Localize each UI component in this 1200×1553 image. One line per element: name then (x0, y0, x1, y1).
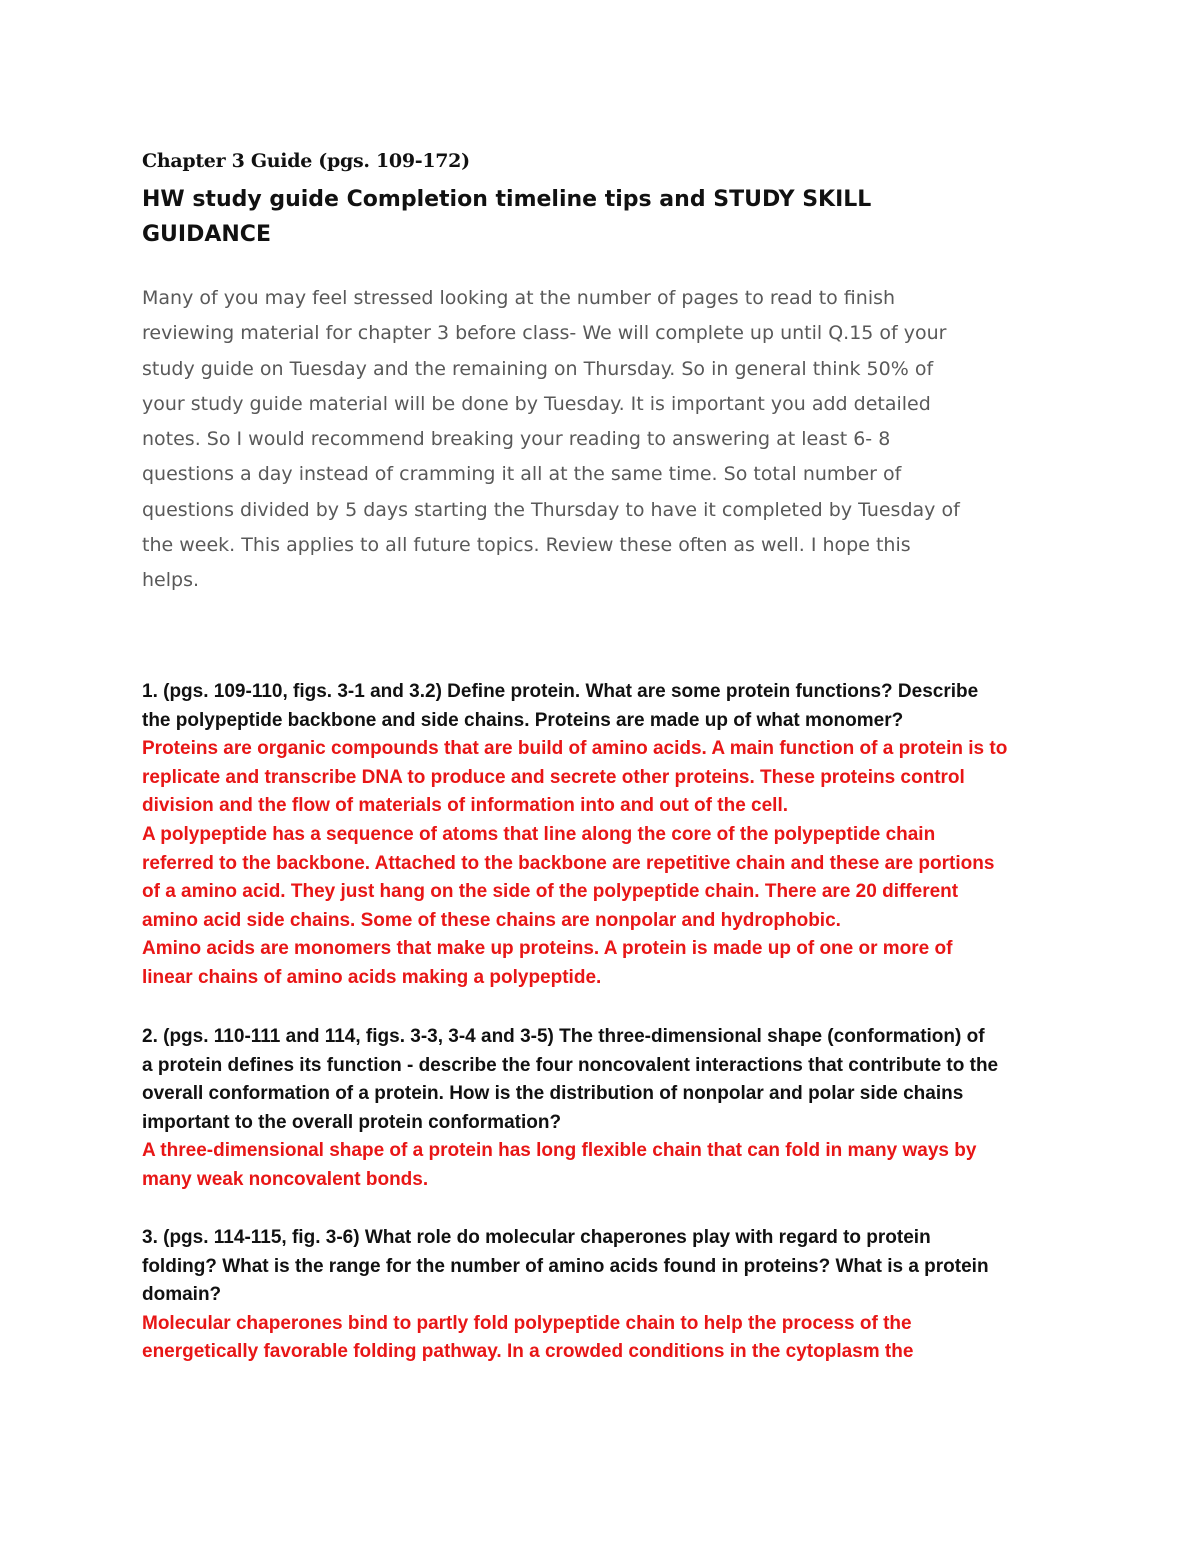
hw-guidance-heading (142, 182, 1042, 252)
answer-line: Proteins are organic compounds that are build of amino acids. A main function of a protein is to (142, 738, 1008, 760)
intro-line: your study guide material will be done by Tuesday. It is important you add detailed (142, 392, 931, 415)
answer-line: replicate and transcribe DNA to produce and secrete other proteins. These proteins control (142, 766, 965, 788)
answer-line: of a amino acid. They just hang on the side of the polypeptide chain. There are 20 different (142, 881, 959, 903)
question-text (142, 1224, 1062, 1310)
intro-paragraph (142, 281, 1062, 599)
intro-line: the week. This applies to all future topics. Review these often as well. I hope this (142, 534, 911, 557)
answer-line: Molecular chaperones bind to partly fold polypeptide chain to help the process of the (142, 1312, 912, 1334)
answer-line: amino acid side chains. Some of these chains are nonpolar and hydrophobic. (142, 909, 841, 931)
intro-line: notes. So I would recommend breaking your reading to answering at least 6- 8 (142, 428, 891, 451)
hw-guidance-heading-line: HW study guide Completion timeline tips and STUDY SKILL (142, 187, 872, 212)
answer-text (142, 735, 1062, 992)
answer-line: A three-dimensional shape of a protein has long flexible chain that can fold in many ways by (142, 1140, 977, 1162)
question-line: a protein defines its function - describe the four noncovalent interactions that contribute to the (142, 1054, 999, 1076)
question-line: overall conformation of a protein. How is the distribution of nonpolar and polar side chains (142, 1083, 964, 1105)
hw-guidance-heading-line: GUIDANCE (142, 222, 271, 247)
answer-text (142, 1137, 1062, 1194)
question-line: the polypeptide backbone and side chains. Proteins are made up of what monomer? (142, 709, 904, 731)
intro-line: study guide on Tuesday and the remaining on Thursday. So in general think 50% of (142, 357, 934, 380)
answer-text (142, 1310, 1062, 1367)
intro-line: questions a day instead of cramming it all at the same time. So total number of (142, 463, 902, 486)
question-line: domain? (142, 1284, 222, 1306)
intro-line: questions divided by 5 days starting the Thursday to have it completed by Tuesday of (142, 498, 960, 521)
answer-line: linear chains of amino acids making a polypeptide. (142, 966, 602, 988)
question-block-2 (142, 1023, 1062, 1195)
answer-line: Amino acids are monomers that make up proteins. A protein is made up of one or more of (142, 938, 953, 960)
intro-line: Many of you may feel stressed looking at the number of pages to read to finish (142, 287, 896, 309)
answer-line: many weak noncovalent bonds. (142, 1168, 429, 1190)
intro-line: helps. (142, 569, 200, 592)
question-text (142, 1023, 1062, 1137)
answer-line: energetically favorable folding pathway. In a crowded conditions in the cytoplasm the (142, 1341, 914, 1363)
chapter-title: Chapter 3 Guide (pgs. 109-172) (142, 150, 470, 172)
answer-line: referred to the backbone. Attached to the backbone are repetitive chain and these are portions (142, 852, 995, 874)
question-line: 2. (pgs. 110-111 and 114, figs. 3-3, 3-4 and 3-5) The three-dimensional shape (conformation) of (142, 1026, 985, 1047)
question-line: 1. (pgs. 109-110, figs. 3-1 and 3.2) Define protein. What are some protein functions? Describe (142, 681, 979, 702)
question-text (142, 678, 1062, 735)
answer-line: division and the flow of materials of information into and out of the cell. (142, 795, 789, 817)
question-line: important to the overall protein conformation? (142, 1111, 562, 1133)
question-line: 3. (pgs. 114-115, fig. 3-6) What role do molecular chaperones play with regard to protein (142, 1227, 931, 1248)
answer-line: A polypeptide has a sequence of atoms that line along the core of the polypeptide chain (142, 823, 936, 845)
intro-line: reviewing material for chapter 3 before class- We will complete up until Q.15 of your (142, 322, 947, 345)
question-block-3 (142, 1224, 1062, 1367)
question-block-1 (142, 678, 1062, 993)
question-line: folding? What is the range for the number of amino acids found in proteins? What is a protein (142, 1255, 989, 1277)
